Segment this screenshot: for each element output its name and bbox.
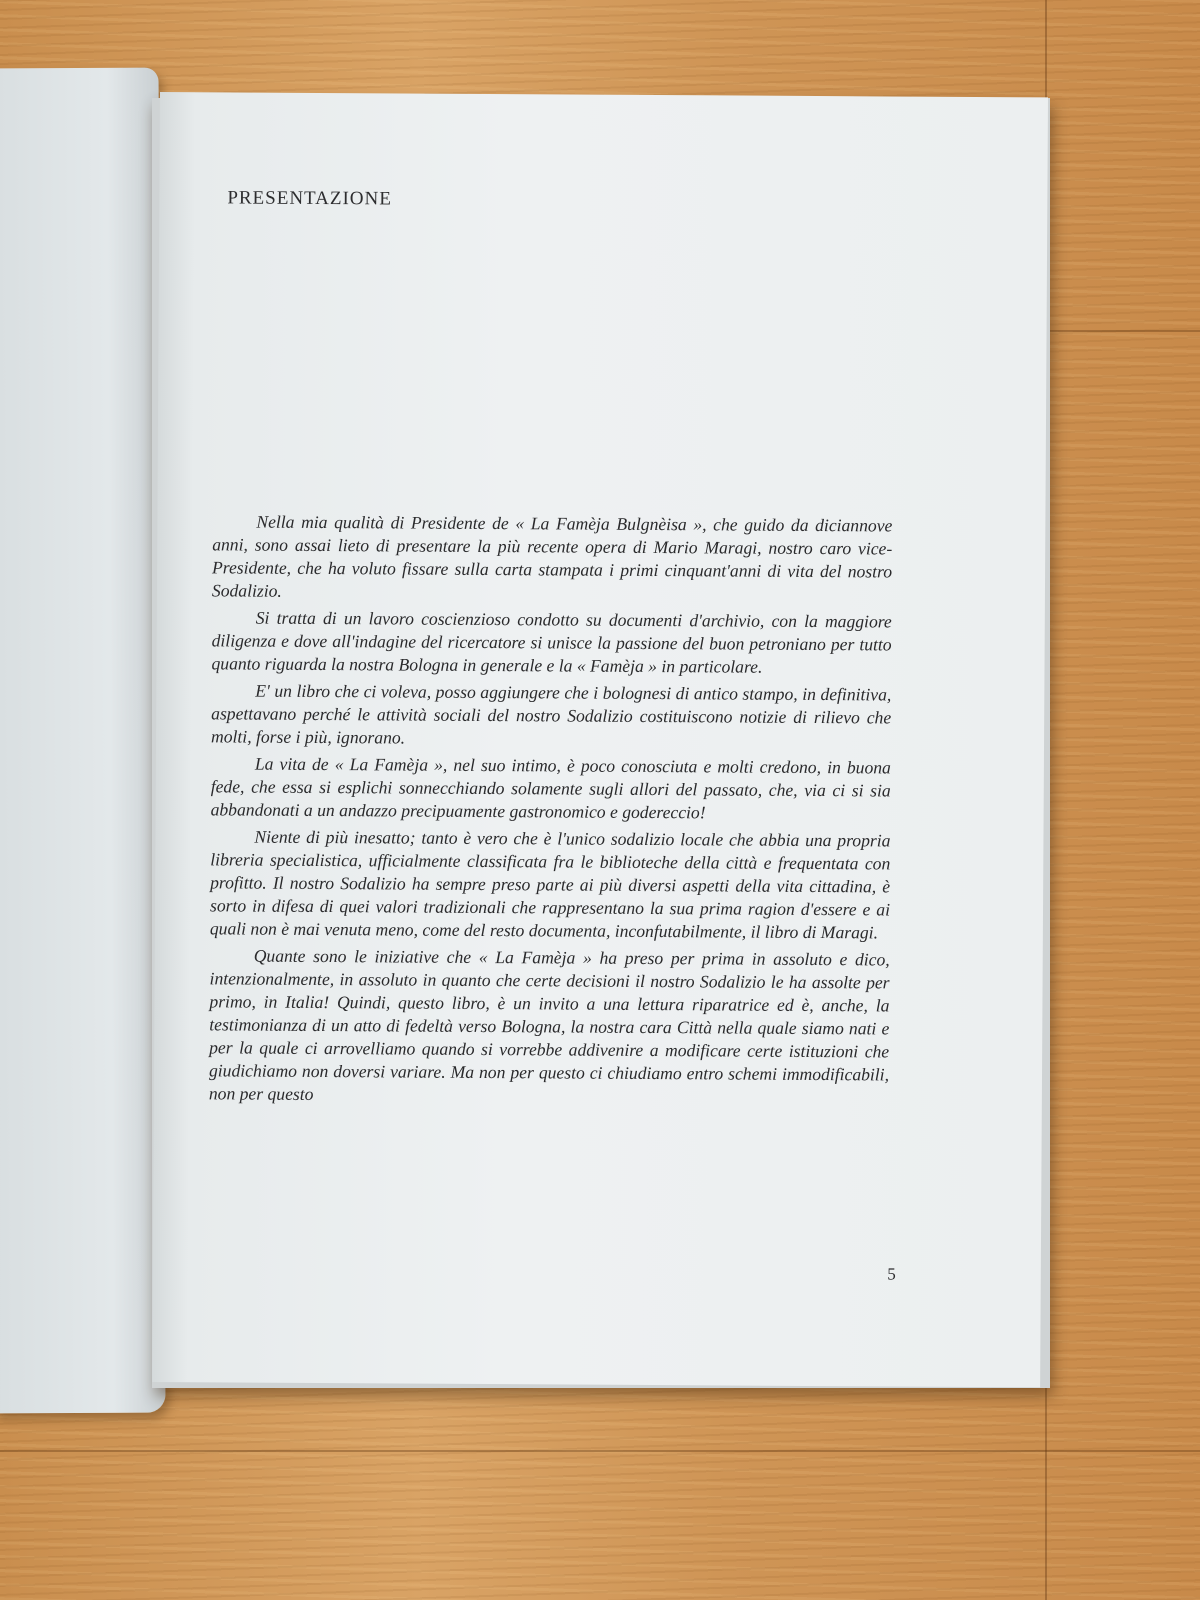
left-book-page bbox=[0, 68, 166, 1414]
table-wood-seam bbox=[0, 1450, 1200, 1452]
paragraph: La vita de « La Famèja », nel suo intimo, è poco conosciuta e molti credono, in buona fede, che essa si esplichi sonnecchiando solamente sugli allori del passato, che, via ci si sia abbandonati a un andazzo precipuamente gastronomico e godereccio! bbox=[210, 753, 891, 823]
right-book-page bbox=[152, 92, 1048, 1387]
body-text bbox=[209, 510, 893, 1113]
paragraph: Nella mia qualità di Presidente de « La Famèja Bulgnèisa », che guido da diciannove anni, sono assai lieto di presentare la più recente opera di Mario Maragi, nostro caro vice-Presidente, che ha voluto fissare sulla carta stampata i primi cinquant'anni di vita del nostro Sodalizio. bbox=[211, 511, 893, 601]
paragraph: Quante sono le iniziative che « La Famèja » ha preso per prima in assoluto e dico, intenzionalmente, in assoluto in quanto che certe decisioni il nostro Sodalizio le ha assolte per primo, in Italia! Quindi, questo libro, è un invito a una lettura riparatrice ed è, anche, la testimonianza di un atto di fedeltà verso Bologna, la nostra cara Città nella quale siamo nati e per la quale ci arrovelliamo quando si vorrebbe addivenire a modificare certe istituzioni che giudichiamo non doversi variare. Ma non per questo ci chiudiamo entro schemi immodificabili, non per questo bbox=[208, 945, 890, 1104]
paragraph: E' un libro che ci voleva, posso aggiungere che i bolognesi di antico stampo, in definitiva, aspettavano perché le attività sociali del nostro Sodalizio costituiscono notizie di rilievo che molti, forse i più, ignorano. bbox=[211, 680, 892, 748]
paragraph: Si tratta di un lavoro coscienzioso condotto su documenti d'archivio, con la maggiore diligenza e dove all'indagine del ricercatore si unisce la passione del buon petroniano per tutto quanto riguarda la nostra Bologna in generale e la « Famèja » in particolare. bbox=[211, 607, 892, 677]
page-number: 5 bbox=[887, 1264, 896, 1284]
paragraph: Niente di più inesatto; tanto è vero che è l'unico sodalizio locale che abbia una propria libreria specialistica, ufficialmente classificata fra le biblioteche della città e frequentata con profitto. Il nostro Sodalizio ha sempre preso parte ai più diversi aspetti della vita cittadina, è sorto in difesa di quei valori tradizionali che rappresentano la sua prima ragion d'essere e ai quali non è mai venuta meno, come del resto documenta, inconfutabilmente, il libro di Maragi. bbox=[209, 826, 891, 943]
page-title: PRESENTAZIONE bbox=[227, 187, 392, 210]
